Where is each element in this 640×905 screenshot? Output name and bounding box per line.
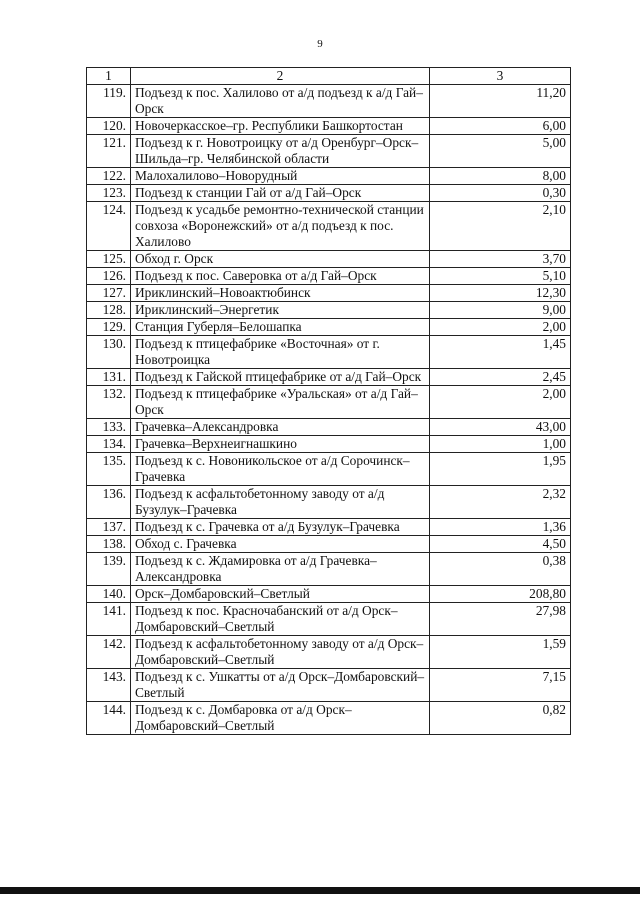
table-row: [87, 118, 571, 135]
row-number: 128.: [87, 302, 131, 319]
row-number: 130.: [87, 336, 131, 369]
row-number: 126.: [87, 268, 131, 285]
road-length: 2,32: [430, 486, 571, 519]
road-name: Подъезд к птицефабрике «Восточная» от г. Новотроицка: [131, 336, 430, 369]
table-row: [87, 553, 571, 586]
road-name: Новочеркасское–гр. Республики Башкортостан: [131, 118, 430, 135]
road-name: Обход г. Орск: [131, 251, 430, 268]
road-length: 11,20: [430, 85, 571, 118]
road-name: Подъезд к птицефабрике «Уральская» от а/д Гай–Орск: [131, 386, 430, 419]
table-row: [87, 319, 571, 336]
table-row: [87, 519, 571, 536]
row-number: 141.: [87, 603, 131, 636]
column-header-number: 1: [87, 68, 131, 85]
road-name: Подъезд к асфальтобетонному заводу от а/д Орск–Домбаровский–Светлый: [131, 636, 430, 669]
road-name: Малохалилово–Новорудный: [131, 168, 430, 185]
road-length: 8,00: [430, 168, 571, 185]
road-length: 0,82: [430, 702, 571, 735]
table-row: [87, 586, 571, 603]
row-number: 121.: [87, 135, 131, 168]
road-length: 1,00: [430, 436, 571, 453]
table-row: [87, 268, 571, 285]
row-number: 143.: [87, 669, 131, 702]
road-name: Подъезд к с. Новоникольское от а/д Сорочинск–Грачевка: [131, 453, 430, 486]
table-row: [87, 168, 571, 185]
page-number: 9: [317, 38, 323, 50]
road-name: Подъезд к Гайской птицефабрике от а/д Гай–Орск: [131, 369, 430, 386]
road-name: Подъезд к г. Новотроицку от а/д Оренбург–Орск–Шильда–гр. Челябинской области: [131, 135, 430, 168]
road-name: Подъезд к пос. Саверовка от а/д Гай–Орск: [131, 268, 430, 285]
row-number: 119.: [87, 85, 131, 118]
table-row: [87, 419, 571, 436]
table-row: [87, 185, 571, 202]
road-name: Подъезд к с. Ждамировка от а/д Грачевка–Александровка: [131, 553, 430, 586]
table-row: [87, 302, 571, 319]
table-row: [87, 486, 571, 519]
table-row: [87, 436, 571, 453]
road-length: 5,10: [430, 268, 571, 285]
road-length: 2,00: [430, 386, 571, 419]
table-row: [87, 135, 571, 168]
row-number: 132.: [87, 386, 131, 419]
row-number: 136.: [87, 486, 131, 519]
road-name: Подъезд к усадьбе ремонтно-технической станции совхоза «Воронежский» от а/д подъезд к пос. Халилово: [131, 202, 430, 251]
table-row: [87, 336, 571, 369]
road-length: 1,95: [430, 453, 571, 486]
road-length: 2,00: [430, 319, 571, 336]
road-length: 1,45: [430, 336, 571, 369]
road-length: 6,00: [430, 118, 571, 135]
row-number: 137.: [87, 519, 131, 536]
table-row: [87, 702, 571, 735]
road-name: Подъезд к с. Грачевка от а/д Бузулук–Грачевка: [131, 519, 430, 536]
road-length: 0,38: [430, 553, 571, 586]
row-number: 134.: [87, 436, 131, 453]
table-row: [87, 251, 571, 268]
road-length: 43,00: [430, 419, 571, 436]
road-length: 1,36: [430, 519, 571, 536]
row-number: 129.: [87, 319, 131, 336]
row-number: 139.: [87, 553, 131, 586]
road-name: Ириклинский–Энергетик: [131, 302, 430, 319]
bottom-scan-border: [0, 887, 640, 894]
row-number: 133.: [87, 419, 131, 436]
row-number: 125.: [87, 251, 131, 268]
road-length: 9,00: [430, 302, 571, 319]
row-number: 140.: [87, 586, 131, 603]
road-name: Подъезд к станции Гай от а/д Гай–Орск: [131, 185, 430, 202]
table-row: [87, 85, 571, 118]
row-number: 135.: [87, 453, 131, 486]
road-name: Ириклинский–Новоактюбинск: [131, 285, 430, 302]
road-name: Подъезд к пос. Красночабанский от а/д Орск–Домбаровский–Светлый: [131, 603, 430, 636]
row-number: 127.: [87, 285, 131, 302]
road-name: Подъезд к с. Домбаровка от а/д Орск–Домбаровский–Светлый: [131, 702, 430, 735]
road-name: Грачевка–Александровка: [131, 419, 430, 436]
road-length: 5,00: [430, 135, 571, 168]
table-row: [87, 536, 571, 553]
road-name: Станция Губерля–Белошапка: [131, 319, 430, 336]
road-name: Подъезд к асфальтобетонному заводу от а/д Бузулук–Грачевка: [131, 486, 430, 519]
road-name: Орск–Домбаровский–Светлый: [131, 586, 430, 603]
road-name: Грачевка–Верхнеигнашкино: [131, 436, 430, 453]
road-length: 208,80: [430, 586, 571, 603]
road-length: 1,59: [430, 636, 571, 669]
road-length: 27,98: [430, 603, 571, 636]
road-length: 0,30: [430, 185, 571, 202]
road-length: 2,45: [430, 369, 571, 386]
road-length: 2,10: [430, 202, 571, 251]
table-body: [87, 85, 571, 735]
row-number: 124.: [87, 202, 131, 251]
table-row: [87, 386, 571, 419]
road-name: Обход с. Грачевка: [131, 536, 430, 553]
row-number: 131.: [87, 369, 131, 386]
table-row: [87, 669, 571, 702]
table-row: [87, 202, 571, 251]
table-row: [87, 369, 571, 386]
row-number: 122.: [87, 168, 131, 185]
column-header-length: 3: [430, 68, 571, 85]
row-number: 120.: [87, 118, 131, 135]
road-name: Подъезд к с. Ушкатты от а/д Орск–Домбаровский–Светлый: [131, 669, 430, 702]
table-row: [87, 603, 571, 636]
row-number: 144.: [87, 702, 131, 735]
table-row: [87, 285, 571, 302]
table-row: [87, 636, 571, 669]
road-length: 7,15: [430, 669, 571, 702]
road-name: Подъезд к пос. Халилово от а/д подъезд к а/д Гай–Орск: [131, 85, 430, 118]
roads-table: [86, 67, 571, 735]
column-header-road-name: 2: [131, 68, 430, 85]
table-header-row: [87, 68, 571, 85]
row-number: 142.: [87, 636, 131, 669]
road-length: 12,30: [430, 285, 571, 302]
row-number: 138.: [87, 536, 131, 553]
table-row: [87, 453, 571, 486]
row-number: 123.: [87, 185, 131, 202]
road-length: 4,50: [430, 536, 571, 553]
road-length: 3,70: [430, 251, 571, 268]
